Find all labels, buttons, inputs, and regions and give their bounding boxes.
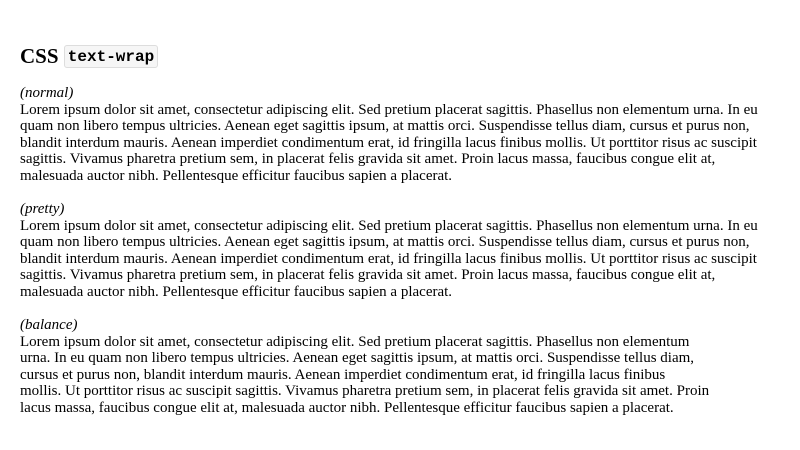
- text-line: Lorem ipsum dolor sit amet, consectetur adipiscing elit. Sed pretium placerat sagittis. Phasellus non elementum urna. In eu: [20, 217, 758, 234]
- section-label: (balance): [20, 317, 78, 333]
- text-line: quam non libero tempus ultricies. Aenean eget sagittis ipsum, at mattis orci. Suspendisse tellus diam, cursus et purus non,: [20, 118, 750, 134]
- text-line: urna. In eu quam non libero tempus ultricies. Aenean eget sagittis ipsum, at mattis orci. Suspendisse tellus diam,: [20, 350, 695, 366]
- text-line: mollis. Ut porttitor risus ac suscipit sagittis. Vivamus pharetra pretium sem, in placerat felis gravida sit amet. Proin: [20, 383, 710, 399]
- text-line: lacus massa, faucibus congue elit at, malesuada auctor nibh. Pellentesque efficitur faucibus sapien a placerat.: [20, 399, 674, 416]
- paragraph: [20, 102, 800, 185]
- page-title-code: text-wrap: [64, 45, 158, 68]
- text-line: quam non libero tempus ultricies. Aenean eget sagittis ipsum, at mattis orci. Suspendisse tellus diam, cursus et purus non,: [20, 234, 750, 250]
- section-label: (pretty): [20, 201, 65, 217]
- section-normal: [20, 85, 800, 184]
- paragraph: [20, 334, 800, 417]
- section-label: (normal): [20, 85, 74, 101]
- page-title: [20, 41, 800, 71]
- section-pretty: [20, 201, 800, 300]
- text-line: Lorem ipsum dolor sit amet, consectetur adipiscing elit. Sed pretium placerat sagittis. Phasellus non elementum urna. In eu: [20, 101, 758, 118]
- page: [20, 0, 800, 416]
- text-line: blandit interdum mauris. Aenean imperdiet condimentum erat, id fringilla lacus finibus mollis. Ut porttitor risus ac suscipit: [20, 134, 757, 151]
- text-line: sagittis. Vivamus pharetra pretium sem, in placerat felis gravida sit amet. Proin lacus massa, faucibus congue elit at,: [20, 267, 716, 283]
- section-balance: [20, 317, 800, 416]
- text-line: blandit interdum mauris. Aenean imperdiet condimentum erat, id fringilla lacus finibus mollis. Ut porttitor risus ac suscipit: [20, 250, 757, 267]
- paragraph: [20, 218, 800, 301]
- page-title-prefix: CSS: [20, 44, 59, 68]
- text-line: Lorem ipsum dolor sit amet, consectetur adipiscing elit. Sed pretium placerat sagittis. Phasellus non elementum: [20, 333, 690, 350]
- text-line: malesuada auctor nibh. Pellentesque efficitur faucibus sapien a placerat.: [20, 283, 453, 300]
- text-line: sagittis. Vivamus pharetra pretium sem, in placerat felis gravida sit amet. Proin lacus massa, faucibus congue elit at,: [20, 151, 716, 167]
- text-line: malesuada auctor nibh. Pellentesque efficitur faucibus sapien a placerat.: [20, 167, 453, 184]
- text-line: cursus et purus non, blandit interdum mauris. Aenean imperdiet condimentum erat, id fringilla lacus finibus: [20, 366, 666, 383]
